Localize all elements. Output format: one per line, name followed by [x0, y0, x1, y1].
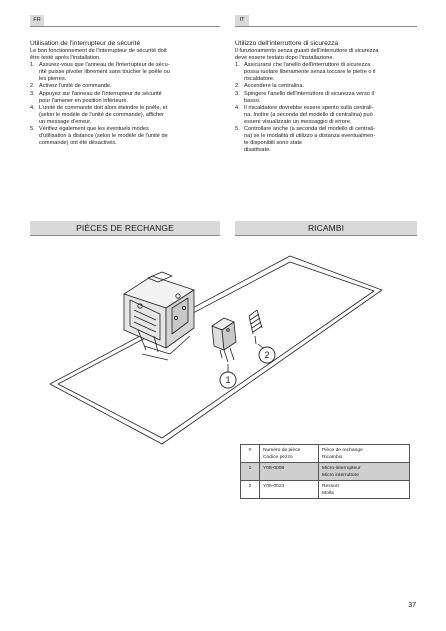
it-step-number: 2.: [235, 83, 240, 90]
fr-step-line: Appuyez sur l'anneau de l'interrupteur de sécurité: [39, 90, 162, 97]
parts-table: [240, 444, 410, 499]
fr-step-line: un message d'erreur.: [39, 118, 92, 125]
fr-step: [30, 105, 210, 126]
fr-step-line: (selon le modèle de l'unité de commande), afficher: [39, 111, 165, 118]
it-step-line: essere visualizzato un messaggio di errore.: [244, 118, 352, 125]
header-code-it: Codice pezzo: [263, 454, 293, 460]
callout-2: [259, 347, 275, 363]
fr-step: [30, 62, 210, 83]
fr-column: [30, 40, 210, 147]
it-step: [235, 62, 415, 83]
row-name-it: Micro interruttore: [322, 472, 359, 478]
it-step-line: na) se le modalità di utilizzo a distanza eventualmen-: [244, 133, 376, 140]
row-num-value: 2: [248, 483, 252, 489]
row-name-fr: Micro-interrupteur: [322, 465, 361, 471]
spring-part: [249, 310, 262, 344]
callout-2-label: 2: [264, 350, 270, 360]
fr-step-line: Activez l'unité de commande.: [39, 83, 112, 90]
callout-1-label: 1: [225, 375, 231, 385]
it-step-line: possa ruotare liberamente senza toccare le pietre o il: [244, 69, 376, 76]
fr-step-line: pour l'amener en position inférieure.: [39, 97, 129, 104]
section-title-fr: PIÈCES DE RECHANGE: [76, 223, 174, 233]
fr-step: [30, 83, 210, 90]
it-step-line: Il riscaldatore dovrebbe essere spento sulla centrali-: [244, 104, 374, 111]
fr-step: [30, 91, 210, 105]
fr-step-number: 4.: [30, 104, 35, 111]
row-name-fr: Ressort: [322, 483, 339, 489]
it-step-number: 5.: [235, 126, 240, 133]
it-step-line: Spingere l'anello dell'interruttore di sicurezza verso il: [244, 90, 374, 97]
fr-step: [30, 126, 210, 147]
it-title: Utilizzo dell'interruttore di sicurezza: [235, 40, 339, 47]
it-column: [235, 40, 415, 154]
row-name-it: Molla: [322, 490, 334, 496]
it-step-number: 4.: [235, 104, 240, 111]
it-step-line: basso.: [244, 97, 261, 104]
row-num: [241, 463, 260, 481]
row-code-value: Y08-0008: [263, 465, 285, 471]
callout-leader-2: [258, 344, 263, 348]
lang-tab-it: [235, 15, 249, 26]
callout-1: [220, 372, 236, 388]
header-rule-fr: [30, 26, 220, 27]
header-rule-it: [235, 26, 417, 27]
fr-step-number: 1.: [30, 62, 35, 69]
fr-step-line: Assurez-vous que l'anneau de l'interrupteur de sécu-: [39, 62, 170, 69]
fr-step-line: rité puisse pivoter librement sans toucher le poêle ou: [39, 69, 170, 76]
micro-switch-part: [212, 318, 236, 362]
fr-step-line: les pierres.: [39, 76, 67, 83]
it-step-line: riscaldatore.: [244, 76, 275, 83]
table-row: [241, 481, 410, 499]
mounting-frame: [50, 256, 382, 444]
parts-table-header: [241, 445, 410, 463]
fr-step-number: 5.: [30, 126, 35, 133]
row-num-value: 1: [248, 465, 252, 471]
it-step-line: Assicurarsi che l'anello dell'interruttore di sicurezza: [244, 62, 371, 69]
row-code: [260, 481, 319, 499]
header-code-fr: Numéro de pièce: [263, 447, 301, 453]
header-code: [260, 445, 319, 463]
section-rule-it: [235, 235, 417, 236]
switch-housing: [124, 272, 194, 360]
it-intro-line: deve essere testato dopo l'installazione.: [235, 55, 335, 62]
section-rule-fr: [30, 235, 220, 236]
it-step-line: disattivate.: [244, 147, 271, 154]
section-title-it: RICAMBI: [307, 223, 345, 233]
fr-intro: [30, 48, 210, 62]
section-bar-it: [235, 221, 417, 235]
fr-title: Utilisation de l'interrupteur de sécurité: [30, 40, 141, 47]
fr-steps: [30, 62, 210, 147]
it-step: [235, 83, 415, 90]
row-code: [260, 463, 319, 481]
it-step-line: Controllare anche (a seconda del modello di centrali-: [244, 126, 375, 133]
header-num: [241, 445, 260, 463]
fr-step-line: Vérifiez également que les éventuels modes: [39, 126, 149, 133]
it-steps: [235, 62, 415, 154]
it-step-line: Accendere la centralina.: [244, 83, 305, 90]
it-step: [235, 91, 415, 105]
lang-tab-it-label: IT: [239, 17, 245, 23]
header-num-label: #: [248, 447, 252, 453]
fr-step-line: L'unité de commande doit alors éteindre le poêle, et: [39, 104, 168, 111]
it-step-line: te disponibili sono state: [244, 140, 303, 147]
row-name: [319, 463, 410, 481]
fr-step-number: 2.: [30, 83, 35, 90]
fr-intro-line: être testé après l'installation.: [30, 55, 101, 62]
fr-step-number: 3.: [30, 90, 35, 97]
lang-tab-fr-label: FR: [33, 17, 41, 23]
it-step-line: na. Inoltre (a seconda del modello di centralina) può: [244, 111, 373, 118]
it-step-number: 1.: [235, 62, 240, 69]
header-name: [319, 445, 410, 463]
row-num: [241, 481, 260, 499]
page-number: 37: [408, 602, 416, 609]
it-step: [235, 105, 415, 126]
row-code-value: Y06-0023: [263, 483, 285, 489]
header-name-it: Ricambio: [322, 454, 343, 460]
it-intro-line: Il funzionamento senza guasti dell'interruttore di sicurezza: [235, 48, 379, 54]
header-name-fr: Pièce de rechange: [322, 447, 363, 453]
spare-parts-illustration: [38, 238, 418, 448]
fr-step-line: d'utilisation à distance (selon le modèle de l'unité de: [39, 133, 168, 140]
it-intro: [235, 48, 415, 62]
fr-intro-line: Le bon fonctionnement de l'interrupteur de sécurité doit: [30, 48, 167, 54]
it-step: [235, 126, 415, 154]
lang-tab-fr: [30, 15, 44, 26]
table-row: [241, 463, 410, 481]
row-name: [319, 481, 410, 499]
section-bar-fr: [30, 221, 220, 235]
it-step-number: 3.: [235, 90, 240, 97]
fr-step-line: commande) ont été désactivés.: [39, 140, 117, 147]
